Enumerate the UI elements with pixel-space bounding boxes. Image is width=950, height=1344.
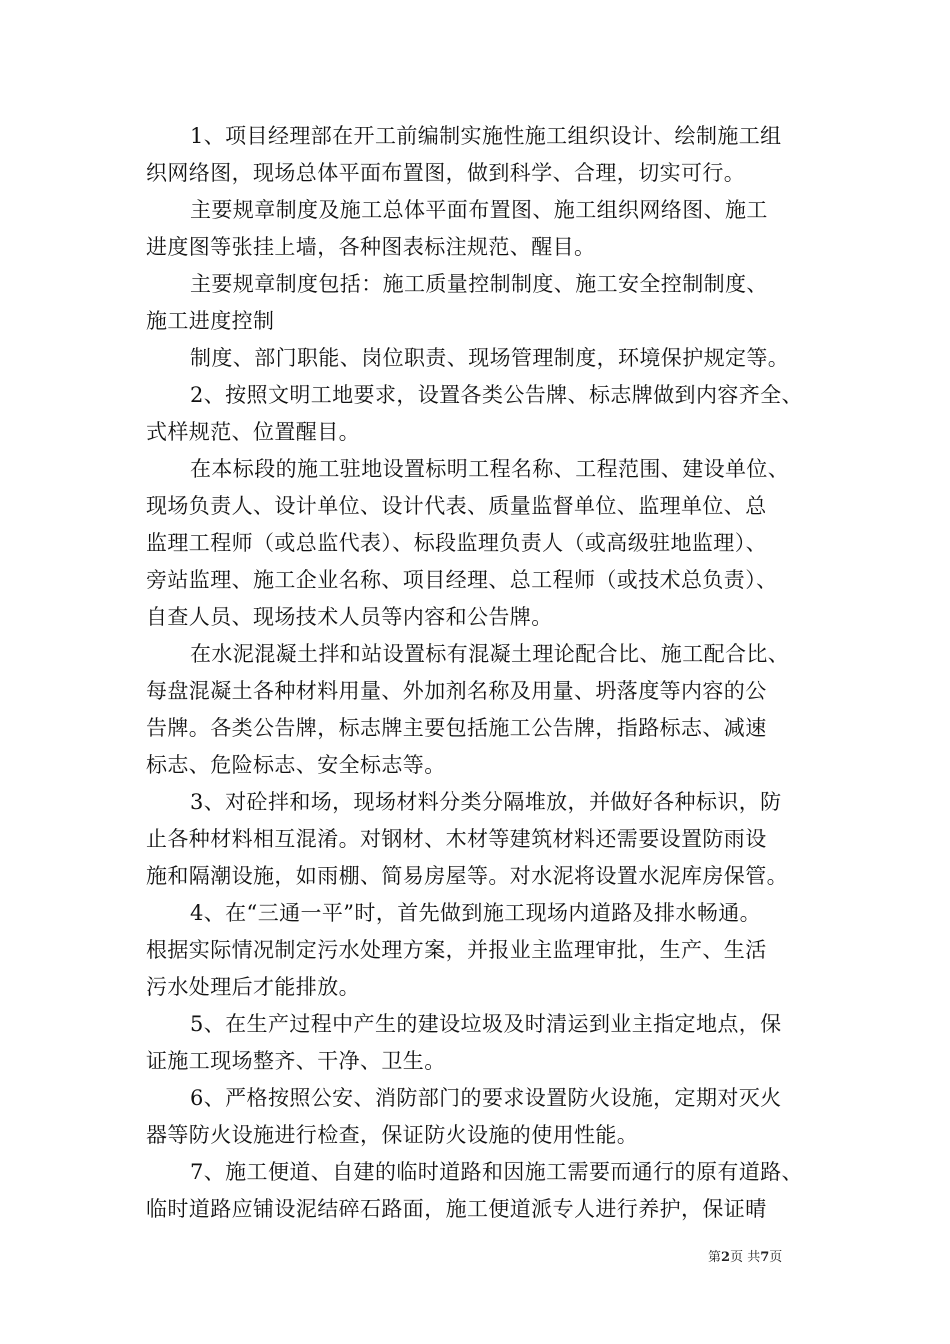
text-line: 现场负责人、设计单位、设计代表、质量监督单位、监理单位、总 (146, 494, 767, 518)
page-footer (708, 1246, 782, 1265)
text-line: 6、严格按照公安、消防部门的要求设置防火设施，定期对灭火 (190, 1086, 782, 1110)
text-line: 4、在“三通一平”时，首先做到施工现场内道路及排水畅通。 (190, 901, 762, 925)
text-line: 在本标段的施工驻地设置标明工程名称、工程范围、建设单位、 (190, 457, 790, 481)
text-line: 织网络图，现场总体平面布置图，做到科学、合理，切实可行。 (146, 161, 746, 185)
text-line: 施和隔潮设施，如雨棚、简易房屋等。对水泥将设置水泥库房保管。 (146, 864, 788, 888)
text-line: 在水泥混凝土拌和站设置标有混凝土理论配合比、施工配合比、 (190, 642, 790, 666)
text-line: 标志、危险标志、安全标志等。 (146, 753, 446, 777)
text-line: 5、在生产过程中产生的建设垃圾及时清运到业主指定地点，保 (190, 1012, 782, 1036)
text-line: 式样规范、位置醒目。 (146, 420, 360, 444)
text-line: 7、施工便道、自建的临时道路和因施工需要而通行的原有道路、 (190, 1160, 803, 1184)
text-line: 根据实际情况制定污水处理方案，并报业主监理审批，生产、生活 (146, 938, 767, 962)
text-line: 证施工现场整齐、干净、卫生。 (146, 1049, 446, 1073)
text-line: 监理工程师（或总监代表）、标段监理负责人（或高级驻地监理）、 (146, 531, 767, 555)
text-line: 施工进度控制 (146, 309, 275, 333)
text-line: 止各种材料相互混淆。对钢材、木材等建筑材料还需要设置防雨设 (146, 827, 767, 851)
text-line: 临时道路应铺设泥结碎石路面，施工便道派专人进行养护，保证晴 (146, 1197, 767, 1221)
document-body (146, 118, 826, 1228)
text-line: 每盘混凝土各种材料用量、外加剂名称及用量、坍落度等内容的公 (146, 679, 767, 703)
text-line: 主要规章制度及施工总体平面布置图、施工组织网络图、施工 (190, 198, 768, 222)
current-page-number: 2 (721, 1250, 731, 1265)
footer-suffix: 页 (769, 1250, 783, 1265)
text-line: 告牌。各类公告牌，标志牌主要包括施工公告牌，指路标志、减速 (146, 716, 767, 740)
text-line: 器等防火设施进行检查，保证防火设施的使用性能。 (146, 1123, 639, 1147)
text-line: 进度图等张挂上墙，各种图表标注规范、醒目。 (146, 235, 596, 259)
text-line: 自查人员、现场技术人员等内容和公告牌。 (146, 605, 553, 629)
text-line: 制度、部门职能、岗位职责、现场管理制度，环境保护规定等。 (190, 346, 790, 370)
text-line: 旁站监理、施工企业名称、项目经理、总工程师（或技术总负责）、 (146, 568, 778, 592)
text-line: 主要规章制度包括：施工质量控制制度、施工安全控制制度、 (190, 272, 768, 296)
text-line: 2、按照文明工地要求，设置各类公告牌、标志牌做到内容齐全、 (190, 383, 803, 407)
total-page-number: 7 (760, 1250, 770, 1265)
text-line: 3、对砼拌和场，现场材料分类分隔堆放，并做好各种标识，防 (190, 790, 782, 814)
footer-prefix: 第 (708, 1250, 722, 1265)
text-line: 污水处理后才能排放。 (146, 975, 360, 999)
footer-middle: 页 共 (730, 1250, 761, 1265)
text-line: 1、项目经理部在开工前编制实施性施工组织设计、绘制施工组 (190, 124, 782, 148)
